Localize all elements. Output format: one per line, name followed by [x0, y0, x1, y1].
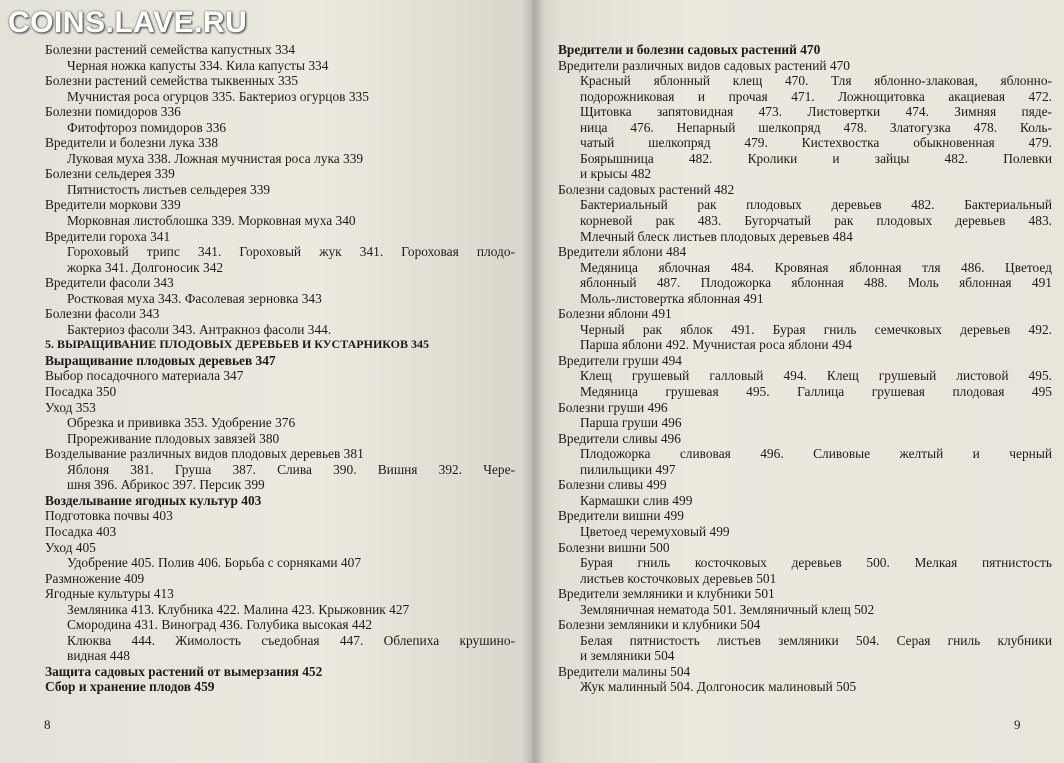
toc-subentry: Клещ грушевый галловый 494. Клещ грушевый листовой 495.: [580, 368, 1052, 384]
toc-entry: Подготовка почвы 403: [45, 508, 173, 524]
toc-entry: Вредители моркови 339: [45, 197, 181, 213]
toc-entry: Болезни помидоров 336: [45, 104, 181, 120]
left-page-number: 8: [44, 717, 51, 732]
toc-subentry: Бурая гниль косточковых деревьев 500. Мелкая пятнистость: [580, 555, 1052, 571]
right-page-toc: [558, 42, 1052, 695]
toc-subentry: Фитофтороз помидоров 336: [67, 119, 227, 135]
toc-entry: Болезни садовых растений 482: [558, 181, 735, 197]
toc-subentry: Моль-листовертка яблонная 491: [580, 290, 764, 306]
toc-entry: Ягодные культуры 413: [45, 586, 174, 602]
toc-subentry: и крысы 482: [580, 166, 652, 182]
toc-subentry: Черный рак яблок 491. Бурая гниль семечковых деревьев 492.: [580, 321, 1052, 337]
toc-entry: Уход 353: [45, 399, 96, 415]
toc-entry: Размножение 409: [45, 570, 145, 586]
toc-subentry: ница 476. Непарный шелкопряд 478. Златогузка 478. Коль-: [580, 119, 1052, 135]
toc-subentry: Кармашки слив 499: [580, 492, 693, 508]
toc-subentry: Земляника 413. Клубника 422. Малина 423. Крыжовник 427: [67, 601, 410, 617]
toc-entry: Болезни яблони 491: [558, 306, 672, 322]
toc-subentry: Смородина 431. Виноград 436. Голубика высокая 442: [67, 617, 373, 633]
toc-subentry: Клюква 444. Жимолость съедобная 447. Облепиха крушино-: [67, 632, 515, 648]
toc-subentry: Млечный блеск листьев плодовых деревьев 484: [580, 228, 853, 244]
toc-subentry: Удобрение 405. Полив 406. Борьба с сорняками 407: [67, 555, 362, 571]
toc-subentry: шня 396. Абрикос 397. Персик 399: [67, 477, 265, 493]
toc-subentry: Бактериоз фасоли 343. Антракноз фасоли 344.: [67, 321, 332, 337]
toc-subentry: Белая пятнистость листьев земляники 504. Серая гниль клубники: [580, 632, 1052, 648]
toc-entry: Вредители различных видов садовых растений 470: [558, 57, 850, 73]
right-page-number: 9: [1014, 717, 1021, 732]
toc-entry: Выбор посадочного материала 347: [45, 368, 244, 384]
toc-subentry: Пятнистость листьев сельдерея 339: [67, 181, 271, 197]
toc-entry: Защита садовых растений от вымерзания 452: [45, 663, 323, 679]
toc-subentry: яблонный 487. Плодожорка яблонная 488. Моль яблонная 491: [580, 275, 1052, 291]
toc-subentry: Плодожорка сливовая 496. Сливовые желтый и черный: [580, 446, 1052, 462]
toc-subentry: Яблоня 381. Груша 387. Слива 390. Вишня 392. Чере-: [67, 461, 515, 477]
toc-subentry: Черная ножка капусты 334. Кила капусты 334: [67, 57, 329, 73]
toc-subentry: Жук малинный 504. Долгоносик малиновый 505: [580, 679, 857, 695]
toc-subentry: Медяница яблочная 484. Кровяная яблонная тля 486. Цветоед: [580, 259, 1052, 275]
toc-subentry: Обрезка и прививка 353. Удобрение 376: [67, 415, 296, 431]
toc-subentry: Прореживание плодовых завязей 380: [67, 430, 280, 446]
toc-entry: Вредители и болезни садовых растений 470: [558, 42, 821, 57]
toc-subentry: и земляники 504: [580, 648, 675, 664]
toc-subentry: чатый шелкопряд 479. Кистехвостка обыкновенная 479.: [580, 135, 1052, 151]
toc-subentry: подорожниковая и прочая 471. Ложнощитовка акациевая 472.: [580, 88, 1052, 104]
left-page-toc: [45, 42, 515, 695]
toc-entry: Вредители фасоли 343: [45, 275, 174, 291]
toc-entry: Вредители груши 494: [558, 352, 682, 368]
toc-subentry: Боярышница 482. Кролики и зайцы 482. Полевки: [580, 150, 1052, 166]
toc-entry: Сбор и хранение плодов 459: [45, 679, 215, 695]
toc-entry: Возделывание ягодных культур 403: [45, 492, 262, 508]
toc-entry: Болезни земляники и клубники 504: [558, 617, 761, 633]
toc-subentry: Мучнистая роса огурцов 335. Бактериоз огурцов 335: [67, 88, 369, 104]
toc-entry: Выращивание плодовых деревьев 347: [45, 352, 276, 368]
toc-subentry: Цветоед черемуховый 499: [580, 523, 730, 539]
toc-entry: 5. ВЫРАЩИВАНИЕ ПЛОДОВЫХ ДЕРЕВЬЕВ И КУСТАРНИКОВ 345: [45, 337, 430, 352]
toc-entry: Болезни сливы 499: [558, 477, 667, 493]
toc-subentry: Щитовка запятовидная 473. Листовертки 474. Зимняя пяде-: [580, 104, 1052, 120]
toc-entry: Вредители сливы 496: [558, 430, 681, 446]
toc-entry: Вредители гороха 341: [45, 228, 171, 244]
toc-entry: Вредители яблони 484: [558, 244, 687, 260]
toc-entry: Вредители земляники и клубники 501: [558, 586, 775, 602]
toc-entry: Болезни груши 496: [558, 399, 668, 415]
book-gutter: [522, 0, 544, 763]
toc-subentry: Красный яблонный клещ 470. Тля яблонно-злаковая, яблонно-: [580, 73, 1052, 89]
toc-subentry: видная 448: [67, 648, 131, 664]
toc-subentry: корневой рак 483. Бугорчатый рак плодовых деревьев 483.: [580, 213, 1052, 229]
toc-entry: Болезни фасоли 343: [45, 306, 160, 322]
toc-entry: Вредители малины 504: [558, 663, 691, 679]
toc-subentry: Бактериальный рак плодовых деревьев 482. Бактериальный: [580, 197, 1052, 213]
toc-entry: Посадка 350: [45, 384, 117, 400]
watermark-logo: COINS.LAVE.RU: [8, 6, 248, 39]
toc-subentry: Ростковая муха 343. Фасолевая зерновка 343: [67, 290, 322, 306]
toc-entry: Болезни сельдерея 339: [45, 166, 175, 182]
toc-entry: Болезни вишни 500: [558, 539, 670, 555]
toc-subentry: пилильщики 497: [580, 461, 676, 477]
toc-entry: Вредители вишни 499: [558, 508, 684, 524]
toc-entry: Уход 405: [45, 539, 96, 555]
toc-subentry: Медяница грушевая 495. Галлица грушевая плодовая 495: [580, 384, 1052, 400]
toc-entry: Возделывание различных видов плодовых деревьев 381: [45, 446, 364, 462]
toc-subentry: Земляничная нематода 501. Земляничный клещ 502: [580, 601, 875, 617]
toc-subentry: Парша яблони 492. Мучнистая роса яблони 494: [580, 337, 853, 353]
toc-subentry: листьев косточковых деревьев 501: [580, 570, 777, 586]
toc-entry: Болезни растений семейства тыквенных 335: [45, 73, 299, 89]
toc-entry: Вредители и болезни лука 338: [45, 135, 219, 151]
right-page: [532, 0, 1064, 763]
toc-entry: Болезни растений семейства капустных 334: [45, 42, 296, 57]
toc-subentry: жорка 341. Долгоносик 342: [67, 259, 224, 275]
toc-subentry: Гороховый трипс 341. Гороховый жук 341. Гороховая плодо-: [67, 244, 515, 260]
toc-subentry: Луковая муха 338. Ложная мучнистая роса лука 339: [67, 150, 364, 166]
toc-subentry: Морковная листоблошка 339. Морковная муха 340: [67, 213, 356, 229]
toc-subentry: Парша груши 496: [580, 415, 682, 431]
toc-entry: Посадка 403: [45, 523, 117, 539]
